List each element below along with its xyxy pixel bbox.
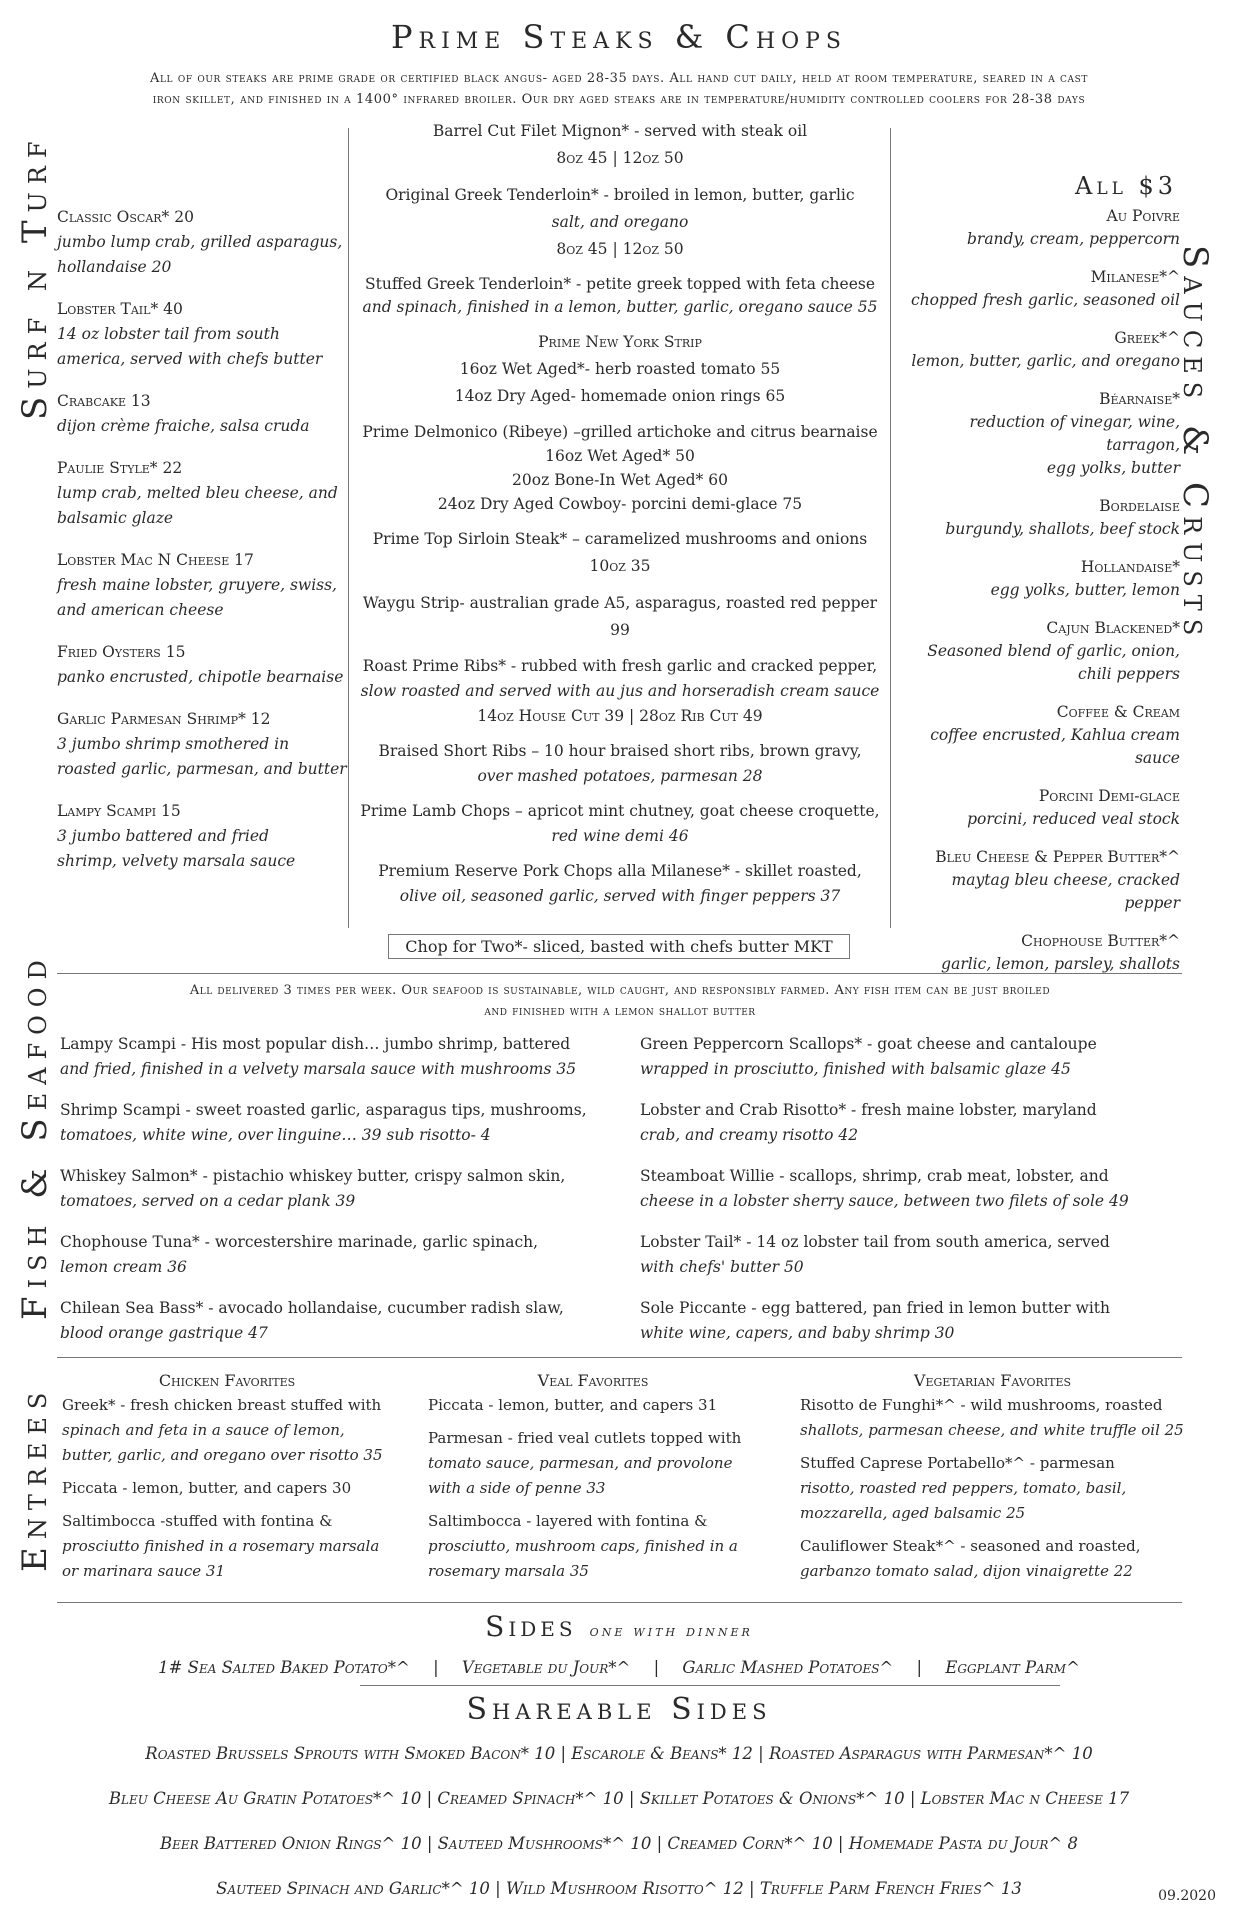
seafood-intro: All delivered 3 times per week. Our seafood is sustainable, wild caught, and responsibly farmed. Any fish item can be just broiled and finished with a lemon shallot butter [189,983,1051,1019]
list-item: Garlic Parmesan Shrimp* 12 3 jumbo shrimp smothered in roasted garlic, parmesan, and butter [57,710,347,778]
list-item: Prime Delmonico (Ribeye) –grilled artichoke and citrus bearnaise 16oz Wet Aged* 50 20oz Bone-In Wet Aged* 60 24oz Dry Aged Cowboy- porcini demi-glace 75 [362,423,878,513]
list-item: Greek*^ lemon, butter, garlic, and oregano [911,329,1180,370]
seafood-left-list [60,1032,620,1346]
list-item: Lobster Mac N Cheese 17 fresh maine lobster, gruyere, swiss, and american cheese [57,551,337,619]
entrees-divider [57,1357,1182,1358]
sides-underline [360,1685,1060,1686]
sauces-crusts-label: Sauces & Crusts [1175,245,1215,644]
steaks-list [352,118,888,909]
divider-left [348,128,349,928]
sides-title: Sides [485,1610,577,1643]
intro-line-2: iron skillet, and finished in a 1400° infrared broiler. Our dry aged steaks are in temperature/humidity controlled coolers for 28-38 days [152,92,1086,107]
list-item: Sole Piccante - egg battered, pan fried in lemon butter with white wine, capers, and baby shrimp 30 [640,1299,1111,1342]
list-item: Prime Lamb Chops – apricot mint chutney, goat cheese croquette, red wine demi 46 [360,802,880,845]
list-item: Chilean Sea Bass* - avocado hollandaise, cucumber radish slaw, blood orange gastrique 47 [60,1299,564,1342]
list-item: Porcini Demi-glace porcini, reduced veal stock [967,787,1180,828]
sides-row: 1# Sea Salted Baked Potato*^ | Vegetable du Jour*^ | Garlic Mashed Potatoes^ | Eggplant Parm^ [158,1658,1080,1677]
list-item: Milanese*^ chopped fresh garlic, seasoned oil [911,268,1180,309]
list-item: Roast Prime Ribs* - rubbed with fresh garlic and cracked pepper, slow roasted and served with au jus and horseradish cream sauce 14oz House Cut 39 | 28oz Rib Cut 49 [360,657,880,725]
list-item: Prime New York Strip 16oz Wet Aged*- herb roasted tomato 55 14oz Dry Aged- homemade onion rings 65 [454,333,786,405]
list-item: Prime Top Sirloin Steak* – caramelized mushrooms and onions 10oz 35 [372,530,868,575]
sides-subtitle: one with dinner [589,1621,753,1640]
vegetarian-header: Vegetarian Favorites [913,1371,1072,1390]
sides-heading [0,1610,1238,1643]
list-item: Lampy Scampi 15 3 jumbo battered and fried shrimp, velvety marsala sauce [57,802,296,870]
chop-for-two: Chop for Two*- sliced, basted with chefs butter MKT [388,934,850,959]
sauces-list [895,205,1180,976]
seafood-divider [57,973,1182,974]
list-item: Lobster and Crab Risotto* - fresh maine lobster, maryland crab, and creamy risotto 42 [640,1101,1097,1144]
sauces-price: All $3 [1075,172,1178,200]
list-item: Cajun Blackened* Seasoned blend of garlic, onion, chili peppers [927,619,1180,683]
list-item: Classic Oscar* 20 jumbo lump crab, grilled asparagus, hollandaise 20 [57,208,343,276]
list-item: Chophouse Tuna* - worcestershire marinade, garlic spinach, lemon cream 36 [60,1233,539,1276]
list-item: Stuffed Greek Tenderloin* - petite greek topped with feta cheese and spinach, finished in a lemon, butter, garlic, oregano sauce 55 [362,275,878,316]
sides-divider [57,1602,1182,1603]
intro-line-1: All of our steaks are prime grade or certified black angus- aged 28-35 days. All hand cut daily, held at room temperature, seared in a cast [149,71,1089,86]
shareable-title: Shareable Sides [466,1692,772,1727]
list-item: Braised Short Ribs – 10 hour braised short ribs, brown gravy, over mashed potatoes, parmesan 28 [378,742,862,785]
menu-title: Prime Steaks & Chops [390,18,847,56]
list-item: Bordelaise burgundy, shallots, beef stock [945,497,1180,538]
list-item: Lobster Tail* - 14 oz lobster tail from south america, served with chefs' butter 50 [640,1233,1110,1276]
list-item: Hollandaise* egg yolks, butter, lemon [990,558,1180,599]
vegetarian-column: Vegetarian Favorites Risotto de Funghi*^ - wild mushrooms, roasted shallots, parmesan cheese, and white truffle oil 25 Stuffed Caprese Portabello*^ - parmesan risotto, roasted red peppers, tomato, basil, mozzarella, aged balsamic 25 Cauliflower Steak*^ - seasoned and roasted, garbanzo tomato salad, dijon vinaigrette 22 [800,1368,1185,1584]
divider-right [890,128,891,928]
list-item: Fried Oysters 15 panko encrusted, chipotle bearnaise [57,643,344,686]
chicken-column: Chicken Favorites Greek* - fresh chicken breast stuffed with spinach and feta in a sauce of lemon, butter, garlic, and oregano over risotto 35 Piccata - lemon, butter, and capers 30 Saltimbocca -stuffed with fontina & prosciutto finished in a rosemary marsala or marinara sauce 31 [62,1368,392,1584]
list-item: Au Poivre brandy, cream, peppercorn [966,207,1180,248]
veal-header: Veal Favorites [537,1371,649,1390]
steak-intro [18,68,1220,110]
surf-n-turf-list [57,205,347,874]
seafood-right-list [640,1032,1185,1346]
list-item: Béarnaise* reduction of vinegar, wine, tarragon, egg yolks, butter [969,390,1180,477]
list-item: Bleu Cheese & Pepper Butter*^ maytag bleu cheese, cracked pepper [935,848,1180,912]
list-item: Coffee & Cream coffee encrusted, Kahlua cream sauce [930,703,1180,767]
list-item: Whiskey Salmon* - pistachio whiskey butter, crispy salmon skin, tomatoes, served on a cedar plank 39 [60,1167,566,1210]
list-item: Premium Reserve Pork Chops alla Milanese* - skillet roasted, olive oil, seasoned garlic, served with finger peppers 37 [378,862,862,905]
menu-date: 09.2020 [1158,1888,1216,1904]
shareable-row-4: Sauteed Spinach and Garlic*^ 10 | Wild Mushroom Risotto^ 12 | Truffle Parm French Fries^ 13 [216,1879,1022,1898]
chicken-header: Chicken Favorites [158,1371,296,1390]
shareable-row-2: Bleu Cheese Au Gratin Potatoes*^ 10 | Creamed Spinach*^ 10 | Skillet Potatoes & Onions*^ 10 | Lobster Mac n Cheese 17 [108,1789,1130,1808]
list-item: Steamboat Willie - scallops, shrimp, crab meat, lobster, and cheese in a lobster sherry sauce, between two filets of sole 49 [640,1167,1129,1210]
shareable-row-1: Roasted Brussels Sprouts with Smoked Bacon* 10 | Escarole & Beans* 12 | Roasted Asparagus with Parmesan*^ 10 [145,1744,1093,1763]
list-item: Green Peppercorn Scallops* - goat cheese and cantaloupe wrapped in prosciutto, finished with balsamic glaze 45 [640,1035,1097,1078]
list-item: Original Greek Tenderloin* - broiled in lemon, butter, garlic salt, and oregano 8oz 45 | 12oz 50 [385,186,855,258]
list-item: Crabcake 13 dijon crème fraiche, salsa cruda [57,392,310,435]
list-item: Paulie Style* 22 lump crab, melted bleu cheese, and balsamic glaze [57,459,338,527]
veal-column: Veal Favorites Piccata - lemon, butter, and capers 31 Parmesan - fried veal cutlets topped with tomato sauce, parmesan, and provolone with a side of penne 33 Saltimbocca - layered with fontina & prosciutto, mushroom caps, finished in a rosemary marsala 35 [428,1368,758,1584]
list-item: Barrel Cut Filet Mignon* - served with steak oil 8oz 45 | 12oz 50 [432,122,808,167]
surf-n-turf-label: Surf n Turf [15,133,55,420]
list-item: Shrimp Scampi - sweet roasted garlic, asparagus tips, mushrooms, tomatoes, white wine, over linguine… 39 sub risotto- 4 [60,1101,587,1144]
list-item: Waygu Strip- australian grade A5, asparagus, roasted red pepper 99 [362,594,878,639]
fish-seafood-label: Fish & Seafood [15,952,55,1320]
shareable-row-3: Beer Battered Onion Rings^ 10 | Sauteed Mushrooms*^ 10 | Creamed Corn*^ 10 | Homemade Pasta du Jour^ 8 [159,1834,1078,1853]
entrees-label: Entrees [15,1384,55,1572]
list-item: Lobster Tail* 40 14 oz lobster tail from south america, served with chefs butter [57,300,323,368]
list-item: Chophouse Butter*^ garlic, lemon, parsley, shallots [941,932,1180,973]
list-item: Lampy Scampi - His most popular dish… jumbo shrimp, battered and fried, finished in a velvety marsala sauce with mushrooms 35 [60,1035,577,1078]
